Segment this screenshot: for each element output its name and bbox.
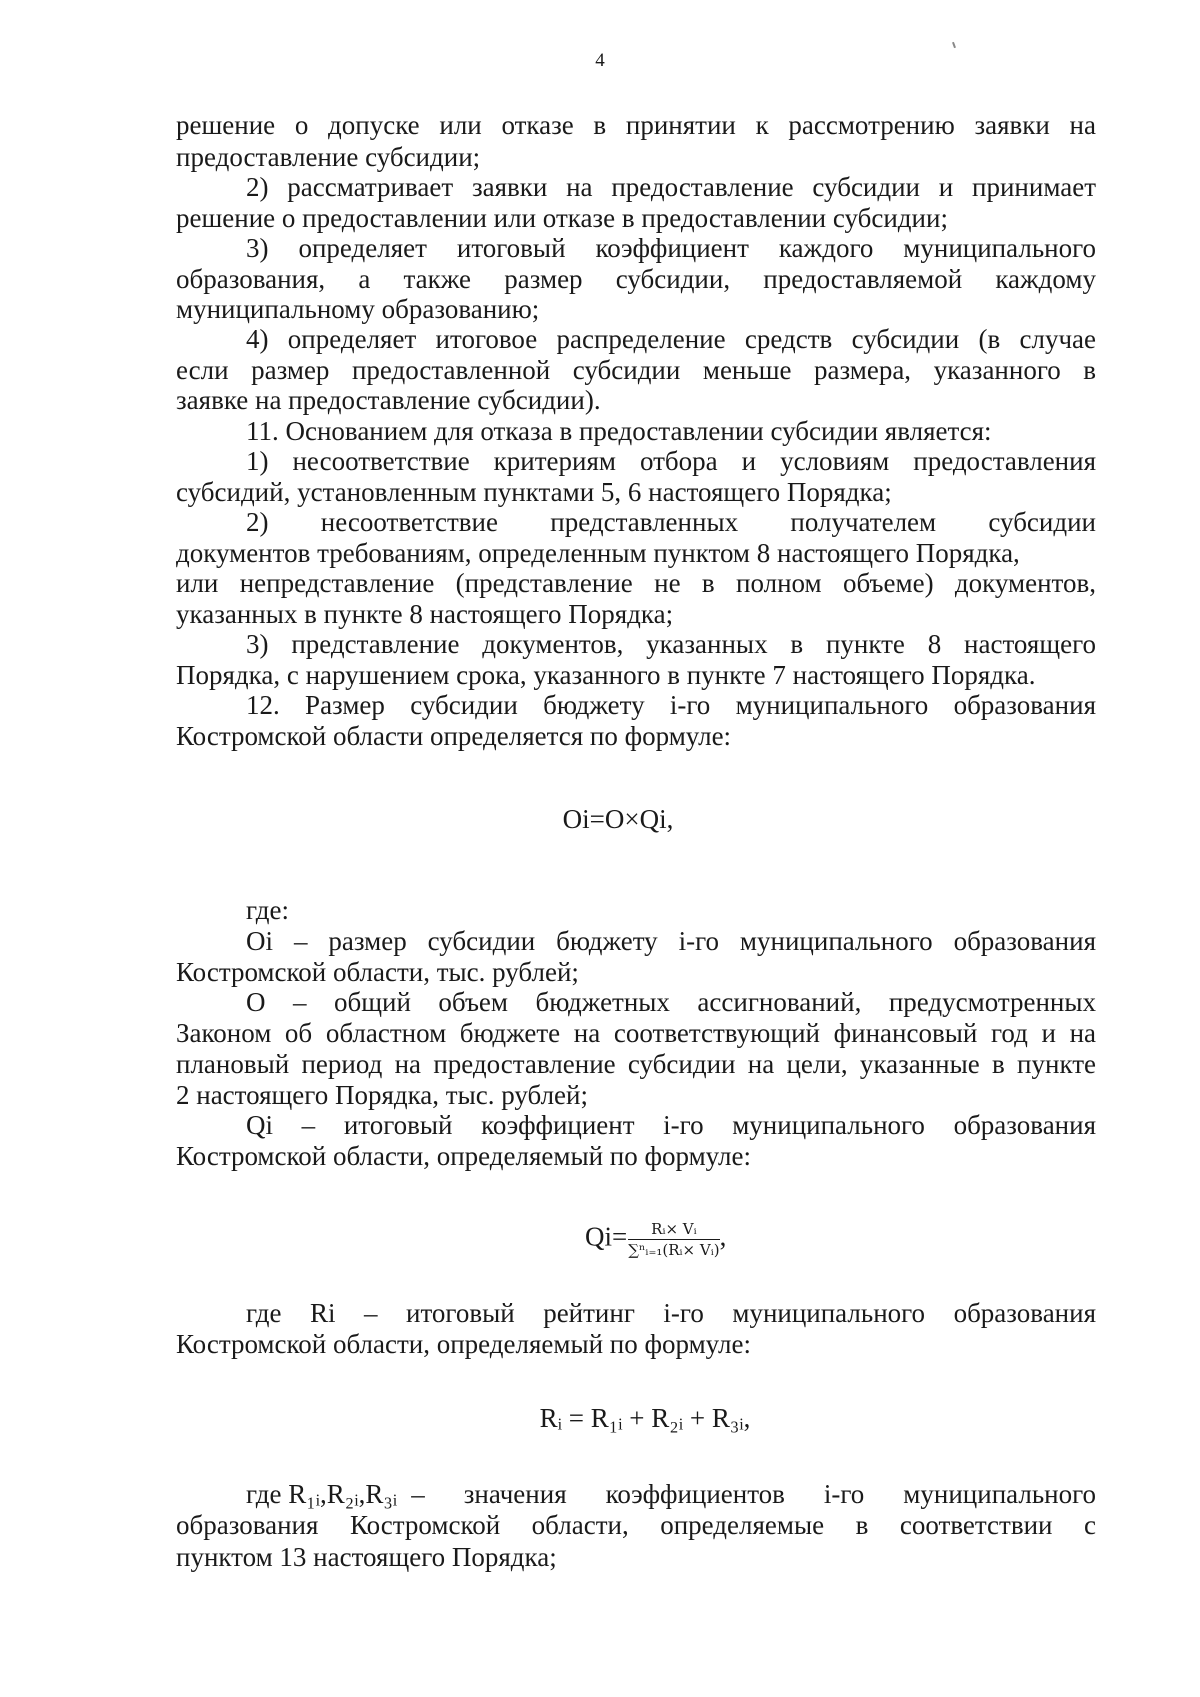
text-line: или непредставление (представление не в полном объеме) документов, [176, 568, 1096, 598]
text-line: образования Костромской области, определяемые в соответствии с [176, 1510, 1096, 1540]
text-line: Порядка, с нарушением срока, указанного в пункте 7 настоящего Порядка. [176, 660, 1036, 690]
text-line: где Ri – итоговый рейтинг i-го муниципального образования [246, 1298, 1096, 1328]
text-line: 1) несоответствие критериям отбора и условиям предоставления [246, 446, 1096, 476]
r-list-prefix: где R₁ᵢ,R₂ᵢ,R₃ᵢ [246, 1479, 398, 1509]
text-line: указанных в пункте 8 настоящего Порядка; [176, 599, 674, 629]
text-line: Законом об областном бюджете на соответствующий финансовый год и на [176, 1018, 1096, 1048]
text-line: субсидий, установленным пунктами 5, 6 настоящего Порядка; [176, 477, 892, 507]
formula-qi-fraction [628, 1220, 719, 1259]
formula-qi-lhs: Qi= [585, 1221, 628, 1252]
text-line: плановый период на предоставление субсидии на цели, указанные в пункте [176, 1049, 1096, 1079]
text-line: 2 настоящего Порядка, тыс. рублей; [176, 1080, 588, 1110]
text-line: если размер предоставленной субсидии меньше размера, указанного в [176, 355, 1096, 385]
text-line: заявке на предоставление субсидии). [176, 385, 601, 415]
text-line: 3) определяет итоговый коэффициент каждого муниципального [246, 233, 1096, 263]
text-line: Qi – итоговый коэффициент i-го муниципального образования [246, 1110, 1096, 1140]
text-line: 2) несоответствие представленных получателем субсидии [246, 507, 1096, 537]
text-line: решение о допуске или отказе в принятии к рассмотрению заявки на [176, 110, 1096, 140]
text-line: Костромской области, тыс. рублей; [176, 957, 579, 987]
formula-qi-denominator: ∑ⁿᵢ₌₁(Rᵢ× Vᵢ) [628, 1241, 720, 1259]
text-line: предоставление субсидии; [176, 142, 481, 172]
text-line: Oi – размер субсидии бюджету i-го муниципального образования [246, 926, 1096, 956]
page-number: 4 [595, 50, 605, 71]
text-line: муниципальному образованию; [176, 294, 540, 324]
text-line: 3) представление документов, указанных в пункте 8 настоящего [246, 629, 1096, 659]
text-line: документов требованиям, определенным пунктом 8 настоящего Порядка, [176, 538, 1020, 568]
text-line: решение о предоставлении или отказе в предоставлении субсидии; [176, 203, 948, 233]
text-line: 4) определяет итоговое распределение средств субсидии (в случае [246, 324, 1096, 354]
text-line: 12. Размер субсидии бюджету i-го муниципального образования [246, 690, 1096, 720]
text-line: Костромской области, определяемый по формуле: [176, 1329, 751, 1359]
text-line-r-list [246, 1477, 1096, 1511]
formula-qi-numerator: Rᵢ× Vᵢ [628, 1220, 719, 1240]
text-line: O – общий объем бюджетных ассигнований, предусмотренных [246, 987, 1096, 1017]
text-line: 11. Основанием для отказа в предоставлении субсидии является: [246, 416, 992, 446]
text-line: пунктом 13 настоящего Порядка; [176, 1542, 557, 1572]
text-line: – значения коэффициентов i-го муниципального [411, 1479, 1096, 1509]
text-line: где: [246, 895, 289, 925]
text-line: Костромской области определяется по формуле: [176, 721, 732, 751]
text-line: 2) рассматривает заявки на предоставление субсидии и принимает [246, 172, 1096, 202]
formula-qi-tail: , [719, 1221, 727, 1252]
text-line: образования, а также размер субсидии, предоставляемой каждому [176, 264, 1096, 294]
formula-qi [585, 1220, 726, 1259]
text-line: Костромской области, определяемый по формуле: [176, 1141, 751, 1171]
formula-oi: Oi=O×Qi, [562, 804, 674, 834]
scan-mark [952, 42, 956, 48]
formula-ri: Rᵢ = R₁ᵢ + R₂ᵢ + R₃ᵢ, [539, 1403, 751, 1433]
